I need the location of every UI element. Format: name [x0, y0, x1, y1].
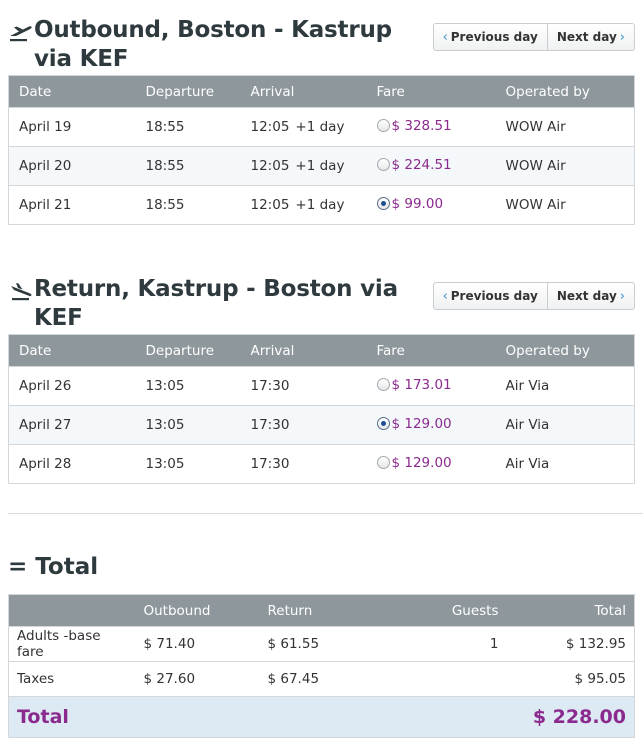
column-header-return: Return [260, 595, 380, 627]
return-title-text: Return, Kastrup - Boston via KEF [34, 276, 398, 331]
table-row [9, 662, 635, 697]
fare-radio[interactable] [377, 158, 390, 171]
flight-departure: 18:55 [136, 108, 241, 147]
flight-fare [367, 367, 496, 406]
outbound-previous-day-button[interactable] [434, 24, 547, 50]
flight-departure: 18:55 [136, 147, 241, 186]
chevron-left-icon: ‹ [442, 288, 448, 304]
flight-date: April 26 [9, 367, 136, 406]
flight-date: April 20 [9, 147, 136, 186]
table-row [9, 627, 635, 662]
outbound-table-header [9, 76, 635, 108]
flight-date: April 27 [9, 406, 136, 445]
flight-fare [367, 406, 496, 445]
price-total: $ 95.05 [507, 662, 635, 697]
column-header-operated-by: Operated by [496, 76, 635, 108]
total-table [8, 594, 635, 738]
flight-departure: 13:05 [136, 367, 241, 406]
flight-fare [367, 108, 496, 147]
fare-radio[interactable] [377, 119, 390, 132]
price-return: $ 61.55 [260, 627, 380, 662]
return-table-header [9, 335, 635, 367]
fare-amount: $ 99.00 [391, 195, 444, 212]
flight-operator: Air Via [496, 445, 635, 484]
column-header-total: Total [507, 595, 635, 627]
return-next-day-button[interactable] [547, 283, 634, 309]
price-outbound: $ 71.40 [136, 627, 260, 662]
arrival-plus-day: +1 day [295, 119, 345, 135]
outbound-title-text: Outbound, Boston - Kastrup via KEF [34, 17, 392, 72]
outbound-flights-table [8, 75, 635, 225]
column-header-departure: Departure [136, 76, 241, 108]
fare-amount: $ 129.00 [391, 454, 452, 471]
flight-date: April 21 [9, 186, 136, 225]
flight-arrival: 17:30 [241, 445, 367, 484]
outbound-previous-day-label: Previous day [450, 30, 538, 44]
return-previous-day-label: Previous day [450, 289, 538, 303]
chevron-right-icon: › [619, 29, 625, 45]
fare-amount: $ 173.01 [391, 376, 452, 393]
column-header-operated-by: Operated by [496, 335, 635, 367]
column-header-label [9, 595, 136, 627]
column-header-fare: Fare [367, 76, 496, 108]
outbound-header [8, 16, 635, 74]
flight-departure: 13:05 [136, 445, 241, 484]
return-header [8, 275, 635, 333]
column-header-arrival: Arrival [241, 335, 367, 367]
return-next-day-label: Next day [556, 289, 617, 303]
column-header-date: Date [9, 335, 136, 367]
table-row[interactable] [9, 147, 635, 186]
table-row[interactable] [9, 186, 635, 225]
fare-radio[interactable] [377, 456, 390, 469]
arrival-plus-day: +1 day [295, 197, 345, 213]
section-divider [8, 513, 643, 514]
flight-date: April 28 [9, 445, 136, 484]
chevron-left-icon: ‹ [442, 29, 448, 45]
fare-amount: $ 224.51 [391, 156, 452, 173]
flight-operator: WOW Air [496, 147, 635, 186]
outbound-next-day-button[interactable] [547, 24, 634, 50]
table-row[interactable] [9, 367, 635, 406]
column-header-outbound: Outbound [136, 595, 260, 627]
flight-departure: 13:05 [136, 406, 241, 445]
price-guests [380, 662, 507, 697]
column-header-arrival: Arrival [241, 76, 367, 108]
fare-radio-selected[interactable] [377, 417, 390, 430]
flight-arrival [241, 147, 367, 186]
price-total: $ 132.95 [507, 627, 635, 662]
fare-radio[interactable] [377, 378, 390, 391]
arrival-time: 12:05 [250, 197, 290, 213]
arrival-plus-day: +1 day [295, 158, 345, 174]
table-row[interactable] [9, 108, 635, 147]
column-header-guests: Guests [380, 595, 507, 627]
column-header-date: Date [9, 76, 136, 108]
fare-amount: $ 328.51 [391, 117, 452, 134]
fare-radio-selected[interactable] [377, 197, 390, 210]
outbound-day-nav [433, 23, 635, 51]
column-header-departure: Departure [136, 335, 241, 367]
flight-date: April 19 [9, 108, 136, 147]
flight-fare [367, 186, 496, 225]
return-previous-day-button[interactable] [434, 283, 547, 309]
landing-plane-icon [8, 275, 34, 304]
chevron-right-icon: › [619, 288, 625, 304]
price-label: Taxes [9, 662, 136, 697]
flight-fare [367, 445, 496, 484]
flight-arrival [241, 108, 367, 147]
flight-arrival: 17:30 [241, 367, 367, 406]
price-label: Adults -base fare [9, 627, 136, 662]
flight-operator: WOW Air [496, 186, 635, 225]
outbound-next-day-label: Next day [556, 30, 617, 44]
flight-arrival [241, 186, 367, 225]
flight-operator: Air Via [496, 406, 635, 445]
total-title: = Total [8, 554, 99, 580]
flight-departure: 18:55 [136, 186, 241, 225]
grand-total-label: Total [9, 697, 260, 738]
flight-operator: WOW Air [496, 108, 635, 147]
total-table-header [9, 595, 635, 627]
arrival-time: 12:05 [250, 119, 290, 135]
return-flights-table [8, 334, 635, 484]
grand-total-row [9, 697, 635, 738]
price-guests: 1 [380, 627, 507, 662]
flight-operator: Air Via [496, 367, 635, 406]
takeoff-plane-icon [8, 16, 34, 45]
fare-amount: $ 129.00 [391, 415, 452, 432]
flight-arrival: 17:30 [241, 406, 367, 445]
table-row[interactable] [9, 445, 635, 484]
arrival-time: 12:05 [250, 158, 290, 174]
price-outbound: $ 27.60 [136, 662, 260, 697]
price-return: $ 67.45 [260, 662, 380, 697]
flight-fare [367, 147, 496, 186]
column-header-fare: Fare [367, 335, 496, 367]
grand-total-value: $ 228.00 [260, 697, 635, 738]
table-row[interactable] [9, 406, 635, 445]
return-day-nav [433, 282, 635, 310]
